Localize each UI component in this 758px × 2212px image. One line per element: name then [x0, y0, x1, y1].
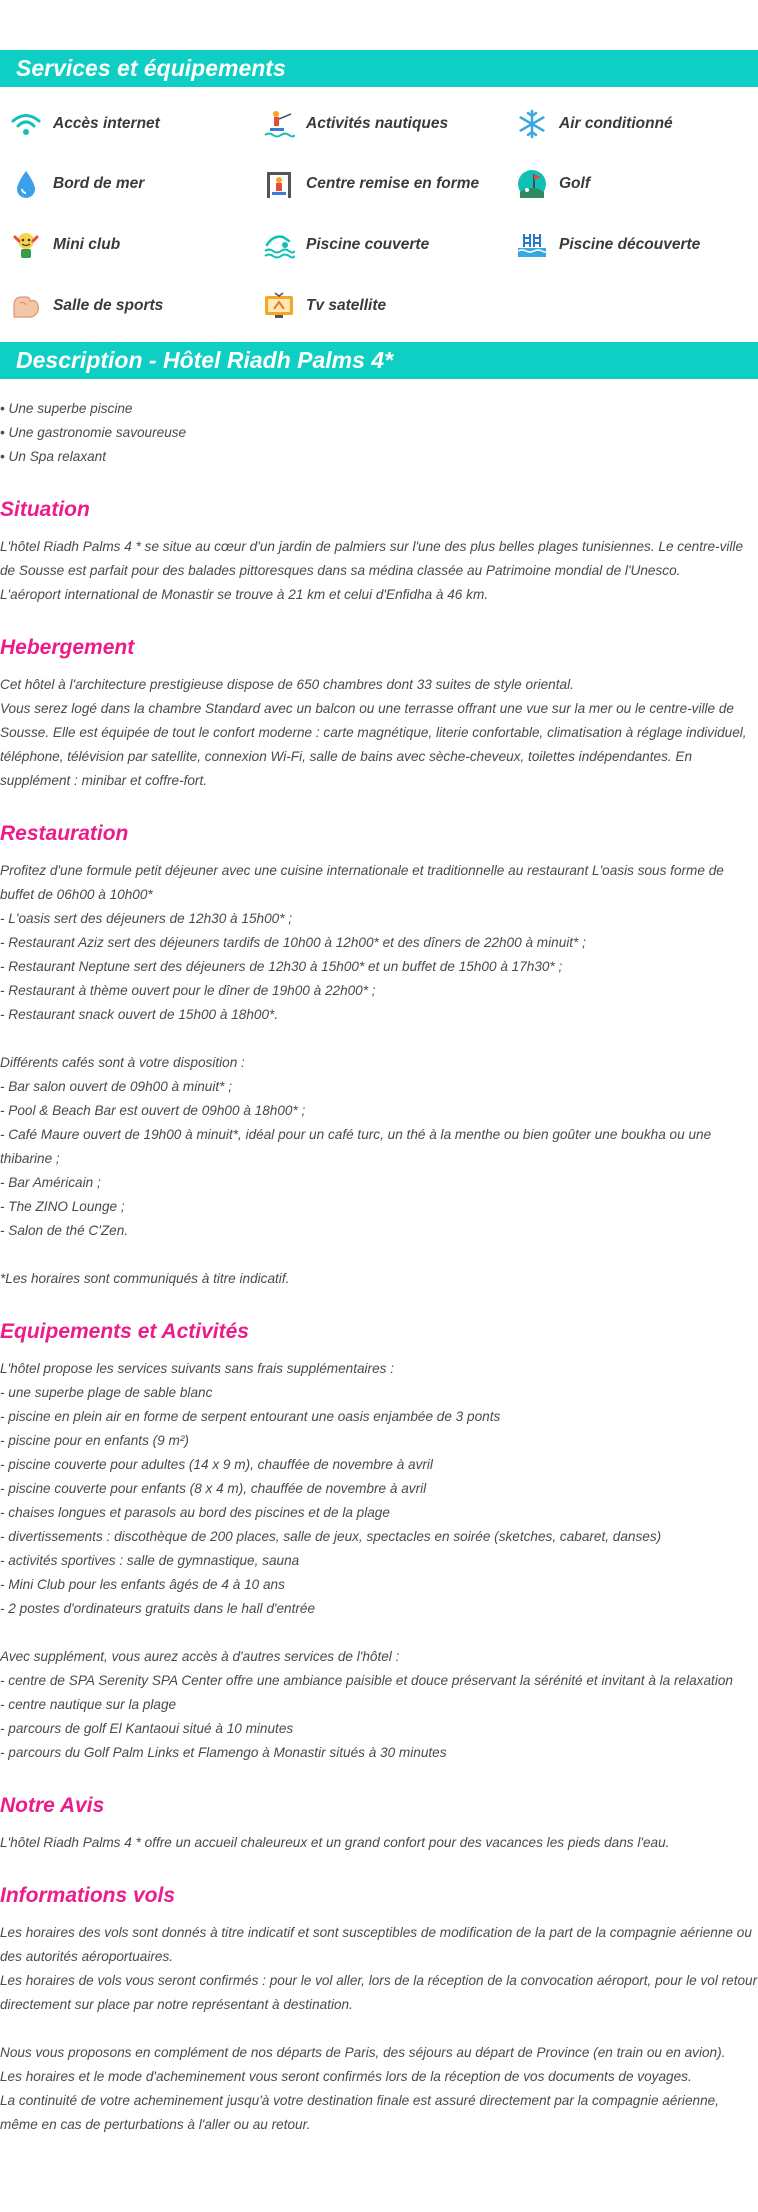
snowflake-icon	[516, 108, 548, 140]
amenity-label: Air conditionné	[559, 114, 673, 132]
golf-icon	[516, 168, 548, 200]
highlight-item: • Un Spa relaxant	[0, 449, 107, 464]
section-text-situation: L'hôtel Riadh Palms 4 * se situe au cœur d'un jardin de palmiers sur l'une des plus belles plages tunisiennes. Le centre-ville de Sousse est parfait pour des balades pittoresques dans sa médina classée au Patrimoine mondial de l'Unesco. L'aéroport international de Monastir se trouve à 21 km et celui d'Enfidha à 46 km.	[0, 539, 744, 602]
highlight-item: • Une gastronomie savoureuse	[0, 425, 187, 440]
indoor-pool-icon	[263, 229, 295, 261]
amenity-label: Accès internet	[53, 114, 160, 132]
kids-club-icon	[10, 229, 42, 261]
amenity-label: Activités nautiques	[306, 114, 449, 132]
amenities-grid	[0, 87, 758, 342]
amenity-item	[263, 99, 516, 148]
section-text-restauration: Profitez d'une formule petit déjeuner avec une cuisine internationale et traditionnelle au restaurant L'oasis sous forme de buffet de 06h00 à 10h00* - L'oasis sert des déjeuners de 12h30 à 15h00* ; - Restaurant Aziz sert des déjeuners tardifs de 10h00 à 12h00* et des dîners de 22h00 à minuit* ; - Restaurant Neptune sert des déjeuners de 12h30 à 15h00* et un buffet de 15h00 à 17h30* ; - Restaurant à thème ouvert pour le dîner de 19h00 à 22h00* ; - Restaurant snack ouvert de 15h00 à 18h00*. Différents cafés sont à votre disposition : - Bar salon ouvert de 09h00 à minuit* ; - Pool & Beach Bar est ouvert de 09h00 à 18h00* ; - Café Maure ouvert de 19h00 à minuit*, idéal pour un café turc, un thé à la menthe ou bien goûter une boukha ou une thibarine ; - Bar Américain ; - The ZINO Lounge ; - Salon de thé C'Zen. *Les horaires sont communiqués à titre indicatif.	[0, 863, 724, 1286]
water-drop-icon	[10, 168, 42, 200]
section-text-avis: L'hôtel Riadh Palms 4 * offre un accueil chaleureux et un grand confort pour des vacances les pieds dans l'eau.	[0, 1835, 670, 1850]
amenity-item	[263, 281, 516, 330]
amenity-item	[10, 99, 263, 148]
water-ski-icon	[263, 108, 295, 140]
section-title-avis: Notre Avis	[0, 1794, 105, 1817]
wifi-icon	[10, 108, 42, 140]
section-title-vols: Informations vols	[0, 1884, 176, 1907]
amenity-item	[516, 221, 758, 270]
amenity-label: Bord de mer	[53, 175, 145, 193]
amenity-label: Tv satellite	[306, 296, 387, 314]
amenity-item	[10, 160, 263, 209]
amenity-item	[10, 221, 263, 270]
amenity-label: Piscine couverte	[306, 236, 430, 253]
section-title-equipements: Equipements et Activités	[0, 1320, 249, 1343]
amenity-item	[263, 221, 516, 270]
muscle-icon	[10, 290, 42, 322]
description-banner: Description - Hôtel Riadh Palms 4*	[0, 342, 758, 379]
section-title-hebergement: Hebergement	[0, 636, 135, 659]
amenity-item	[263, 160, 516, 209]
section-title-restauration: Restauration	[0, 822, 129, 845]
tv-icon	[263, 290, 295, 322]
amenity-item	[516, 99, 758, 148]
section-text-vols: Les horaires des vols sont donnés à titre indicatif et sont susceptibles de modification de la part de la compagnie aérienne ou des autorités aéroportuaires. Les horaires de vols vous seront confirmés : pour le vol aller, lors de la réception de la convocation aéroport, pour le vol retour directement sur place par notre représentant à destination. Nous vous proposons en complément de nos départs de Paris, des séjours au départ de Province (en train ou en avion). Les horaires et le mode d'acheminement vous seront confirmés lors de la réception de vos documents de voyages. La continuité de votre acheminement jusqu'à votre destination finale est assuré directement par la compagnie aérienne, même en cas de perturbations à l'aller ou au retour.	[0, 1925, 758, 2132]
highlights-list	[0, 397, 758, 469]
description-content	[0, 379, 758, 2137]
amenity-label: Golf	[559, 175, 590, 193]
section-text-equipements: L'hôtel propose les services suivants sans frais supplémentaires : - une superbe plage de sable blanc - piscine en plein air en forme de serpent entourant une oasis enjambée de 3 ponts - piscine pour en enfants (9 m²) - piscine couverte pour adultes (14 x 9 m), chauffée de novembre à avril - piscine couverte pour enfants (8 x 4 m), chauffée de novembre à avril - chaises longues et parasols au bord des piscines et de la plage - divertissements : discothèque de 200 places, salle de jeux, spectacles en soirée (sketches, cabaret, danses) - activités sportives : salle de gymnastique, sauna - Mini Club pour les enfants âgés de 4 à 10 ans - 2 postes d'ordinateurs gratuits dans le hall d'entrée Avec supplément, vous aurez accès à d'autres services de l'hôtel : - centre de SPA Serenity SPA Center offre une ambiance paisible et douce préservant la sérénité et invitant à la relaxation - centre nautique sur la plage - parcours de golf El Kantaoui situé à 10 minutes - parcours du Golf Palm Links et Flamengo à Monastir situés à 30 minutes	[0, 1361, 733, 1760]
section-title-situation: Situation	[0, 498, 90, 521]
amenity-label: Salle de sports	[53, 296, 164, 314]
amenity-item	[516, 160, 758, 209]
outdoor-pool-icon	[516, 229, 548, 261]
fitness-icon	[263, 168, 295, 200]
amenity-label: Mini club	[53, 236, 121, 253]
amenity-label: Piscine découverte	[559, 236, 701, 253]
services-banner: Services et équipements	[0, 50, 758, 87]
amenity-item	[10, 281, 263, 330]
highlight-item: • Une superbe piscine	[0, 401, 133, 416]
amenity-label: Centre remise en forme	[306, 175, 480, 193]
section-text-hebergement: Cet hôtel à l'architecture prestigieuse dispose de 650 chambres dont 33 suites de style oriental. Vous serez logé dans la chambre Standard avec un balcon ou une terrasse offrant une vue sur la mer ou le centre-ville de Sousse. Elle est équipée de tout le confort moderne : carte magnétique, literie confortable, climatisation à réglage individuel, téléphone, télévision par satellite, connexion Wi-Fi, salle de bains avec sèche-cheveux, toilettes indépendantes. En supplément : minibar et coffre-fort.	[0, 677, 747, 788]
